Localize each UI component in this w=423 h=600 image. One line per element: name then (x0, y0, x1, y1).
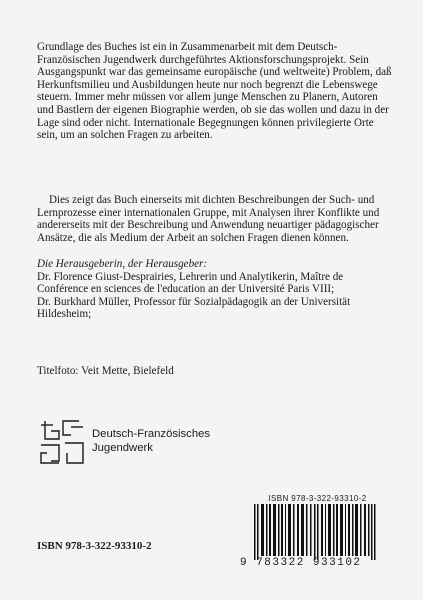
barcode-isbn-label: ISBN 978-3-322-93310-2 (268, 494, 367, 503)
editor-entry-1: Dr. Florence Giust-Desprairies, Lehrerin und Analytikerin, Maître de Conférence en sciences de l'education an der Université Paris VIII; (37, 270, 344, 296)
editors-block (37, 258, 397, 321)
photo-credit: Titelfoto: Veit Mette, Bielefeld (37, 365, 174, 377)
editors-heading: Die Herausgeberin, der Herausgeber: (37, 258, 208, 270)
dfjw-logo-icon (37, 417, 87, 467)
publisher-line-2: Jugendwerk (92, 442, 153, 454)
description-paragraph-1: Grundlage des Buches ist ein in Zusammenarbeit mit dem Deutsch-Französischen Jugendwerk durchgeführtes Aktionsforschungsprojekt. Sein Ausgangspunkt war das gemeinsame europäische (und weltweite) Problem, daß Herkunftsmilieu und Ausbildungen heute nur noch begrenzt die Lebenswege steuern. Immer mehr müssen vor allem junge Menschen zu Planern, Autoren und Bastlern der eigenen Biographie werden, ob sie das wollen und dazu in der Lage sind oder nicht. Internationale Begegnungen können privilegierte Orte sein, um an solchen Fragen zu arbeiten. (37, 41, 392, 142)
editor-entry-2: Dr. Burkhard Müller, Professor für Sozialpädagogik an der Universität Hildesheim; (37, 295, 351, 321)
barcode-area (240, 494, 395, 570)
publisher-name (92, 427, 210, 455)
publisher-line-1: Deutsch-Französisches (92, 428, 211, 440)
description-paragraph-2: Dies zeigt das Buch einerseits mit dichten Beschreibungen der Such- und Lernprozesse einer internationalen Gruppe, mit Analysen ihrer Konflikte und andererseits mit der Beschreibung und Anwendung neuartiger pädagogischer Ansätze, die als Medium der Arbeit an solchen Fragen dienen können. (37, 194, 380, 244)
isbn-text: ISBN 978-3-322-93310-2 (37, 540, 152, 552)
barcode-digits: 9 783322 933102 (240, 557, 362, 569)
